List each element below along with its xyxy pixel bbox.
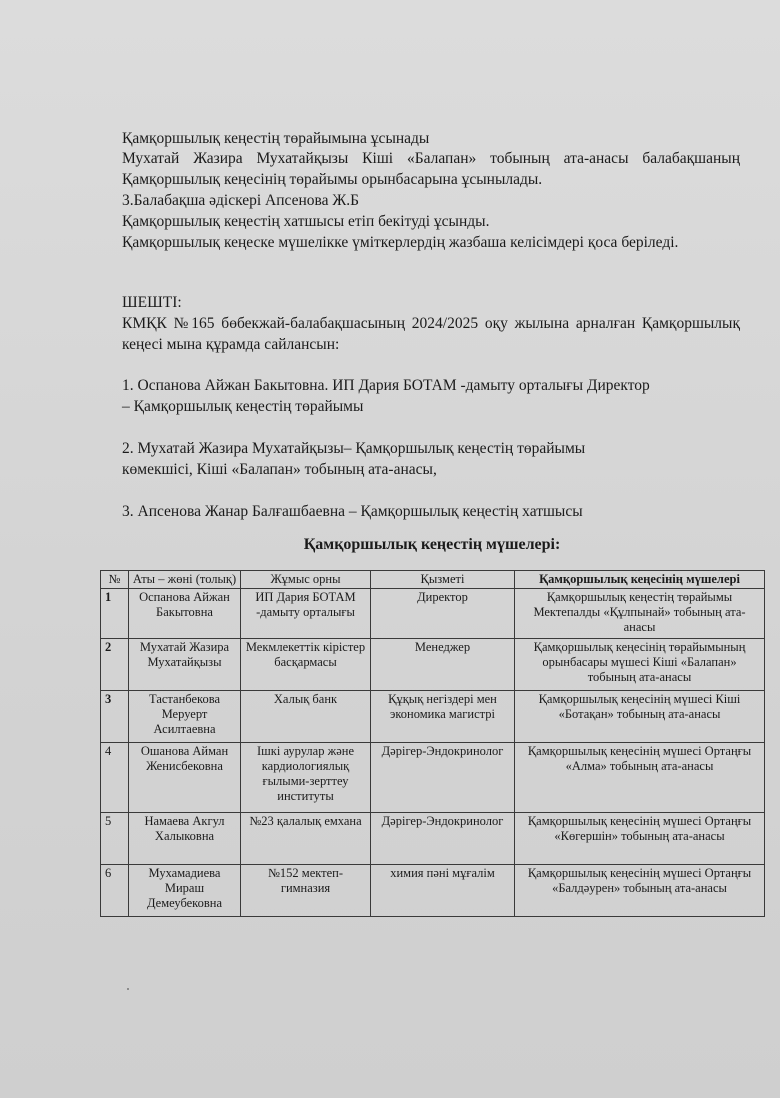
- table-row: [101, 589, 765, 639]
- header-num: №: [101, 571, 129, 589]
- table-row: [101, 691, 765, 743]
- cell-num: 4: [101, 743, 129, 813]
- header-work: Жұмыс орны: [241, 571, 371, 589]
- header-position: Қызметі: [371, 571, 515, 589]
- intro-paragraph-5: Қамқоршылық кеңеске мүшелікке үміткерлердің жазбаша келісімдері қоса беріледі.: [122, 234, 679, 251]
- intro-line-4: Қамқоршылық кеңестің хатшысы етіп бекітуді ұсынды.: [122, 213, 490, 230]
- cell-name: Намаева Акгул Халыковна: [129, 813, 241, 865]
- cell-name: Мухатай Жазира Мухатайқызы: [129, 639, 241, 691]
- cell-num: 3: [101, 691, 129, 743]
- decision-item-2-line-2: көмекшісі, Кіші «Балапан» тобының ата-анасы,: [122, 461, 437, 478]
- cell-position: Дәрігер-Эндокринолог: [371, 743, 515, 813]
- cell-name: Мухамадиева Мираш Демеубековна: [129, 865, 241, 917]
- decision-item-1-line-1: 1. Оспанова Айжан Бакытовна. ИП Дария БОТАМ -дамыту орталығы Директор: [122, 377, 650, 394]
- table-row: [101, 813, 765, 865]
- cell-role: Қамқоршылық кеңесінің мүшесі Ортаңғы «Көгершін» тобының ата-анасы: [515, 813, 765, 865]
- cell-work: Халық банк: [241, 691, 371, 743]
- cell-position: химия пәні мұғалім: [371, 865, 515, 917]
- cell-role: Қамқоршылық кеңесінің мүшесі Ортаңғы «Балдәурен» тобының ата-анасы: [515, 865, 765, 917]
- cell-role: Қамқоршылық кеңесінің мүшесі Ортаңғы «Алма» тобының ата-анасы: [515, 743, 765, 813]
- cell-position: Дәрігер-Эндокринолог: [371, 813, 515, 865]
- decision-text: КМҚК №165 бөбекжай-балабақшасының 2024/2025 оқу жылына арналған Қамқоршылық кеңесі мына құрамда сайлансын:: [122, 315, 740, 353]
- table-caption: Қамқоршылық кеңестің мүшелері:: [303, 536, 561, 553]
- cell-work: ИП Дария БОТАМ -дамыту орталығы: [241, 589, 371, 639]
- table-row: [101, 743, 765, 813]
- members-table: [100, 570, 765, 917]
- cell-num: 1: [101, 589, 129, 639]
- cell-num: 2: [101, 639, 129, 691]
- cell-name: Тастанбекова Меруерт Асилтаевна: [129, 691, 241, 743]
- header-role: Қамқоршылық кеңесінің мүшелері: [515, 571, 765, 589]
- cell-name: Оспанова Айжан Бакытовна: [129, 589, 241, 639]
- decision-heading: ШЕШТІ:: [122, 294, 182, 311]
- cell-position: Менеджер: [371, 639, 515, 691]
- table-row: [101, 865, 765, 917]
- decision-item-1-line-2: – Қамқоршылық кеңестің төрайымы: [122, 398, 364, 415]
- intro-line-1: Қамқоршылық кеңестің төрайымына ұсынады: [122, 130, 430, 147]
- cell-role: Қамқоршылық кеңестің төрайымы Мектепалды «Құлпынай» тобының ата-анасы: [515, 589, 765, 639]
- intro-line-3: 3.Балабақша әдіскері Апсенова Ж.Б: [122, 192, 360, 209]
- cell-role: Қамқоршылық кеңесінің төрайымының орынбасары мүшесі Кіші «Балапан» тобының ата-анасы: [515, 639, 765, 691]
- table-header-row: [101, 571, 765, 589]
- table-row: [101, 639, 765, 691]
- decision-item-2-line-1: 2. Мухатай Жазира Мухатайқызы– Қамқоршылық кеңестің төрайымы: [122, 440, 586, 457]
- cell-name: Ошанова Айман Женисбековна: [129, 743, 241, 813]
- cell-work: №23 қалалық емхана: [241, 813, 371, 865]
- cell-work: Ішкі аурулар және кардиологиялық ғылыми-зерттеу институты: [241, 743, 371, 813]
- decision-item-3: 3. Апсенова Жанар Балғашбаевна – Қамқоршылық кеңестің хатшысы: [122, 503, 583, 520]
- cell-role: Қамқоршылық кеңесінің мүшесі Кіші «Ботақан» тобының ата-анасы: [515, 691, 765, 743]
- cell-num: 5: [101, 813, 129, 865]
- cell-num: 6: [101, 865, 129, 917]
- cell-work: №152 мектеп-гимназия: [241, 865, 371, 917]
- header-name: Аты – жөні (толық): [129, 571, 241, 589]
- cell-work: Мекмлекеттік кірістер басқармасы: [241, 639, 371, 691]
- cell-position: Директор: [371, 589, 515, 639]
- cell-position: Құқық негіздері мен экономика магистрі: [371, 691, 515, 743]
- intro-paragraph-2: Мухатай Жазира Мухатайқызы Кіші «Балапан» тобының ата-анасы балабақшаның Қамқоршылық кеңесінің төрайымы орынбасарына ұсынылады.: [122, 150, 740, 188]
- paper-speck: [127, 988, 129, 990]
